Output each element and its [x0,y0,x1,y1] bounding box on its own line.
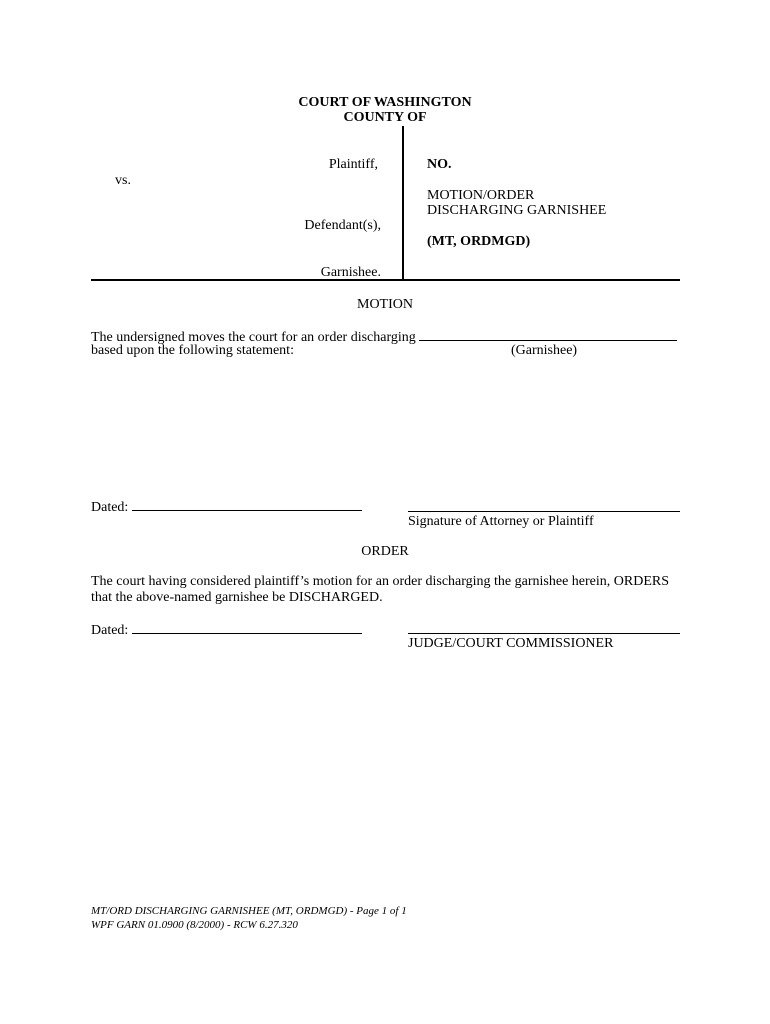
court-title: COURT OF WASHINGTON [298,95,472,110]
motion-signature-caption: Signature of Attorney or Plaintiff [408,514,594,529]
document-title-line2: DISCHARGING GARNISHEE [427,203,607,218]
motion-dated-label: Dated: [91,500,129,515]
order-heading: ORDER [361,544,409,559]
order-statement-line2: that the above-named garnishee be DISCHARGED. [91,590,383,605]
motion-signature-line[interactable] [408,511,680,512]
vs-label: vs. [115,173,131,188]
document-title-line1: MOTION/ORDER [427,188,535,203]
judge-signature-caption: JUDGE/COURT COMMISSIONER [408,636,614,651]
motion-statement-line2: based upon the following statement: [91,343,294,358]
garnishee-label: Garnishee. [320,265,381,280]
caption-horizontal-rule [91,279,680,281]
defendant-label: Defendant(s), [304,218,381,233]
order-dated-row [91,621,362,639]
plaintiff-label: Plaintiff, [328,157,378,172]
case-number-label: NO. [427,157,452,172]
judge-signature-line[interactable] [408,633,680,634]
order-dated-label: Dated: [91,623,129,638]
motion-heading: MOTION [357,297,413,312]
caption-vertical-divider [402,126,404,280]
garnishee-field-caption: (Garnishee) [511,343,578,358]
footer-form-title: MT/ORD DISCHARGING GARNISHEE (MT, ORDMGD) - Page 1 of 1 [91,905,407,917]
motion-dated-row [91,498,362,516]
motion-date-field[interactable] [132,498,362,511]
document-code: (MT, ORDMGD) [427,234,531,249]
motion-statement-text: The undersigned moves the court for an order discharging [91,330,416,345]
order-statement-line1: The court having considered plaintiff’s motion for an order discharging the garnishee herein, ORDERS [91,574,669,589]
footer-form-reference: WPF GARN 01.0900 (8/2000) - RCW 6.27.320 [91,919,298,931]
garnishee-name-field[interactable] [419,328,677,341]
county-title: COUNTY OF [343,110,427,125]
order-date-field[interactable] [132,621,362,634]
